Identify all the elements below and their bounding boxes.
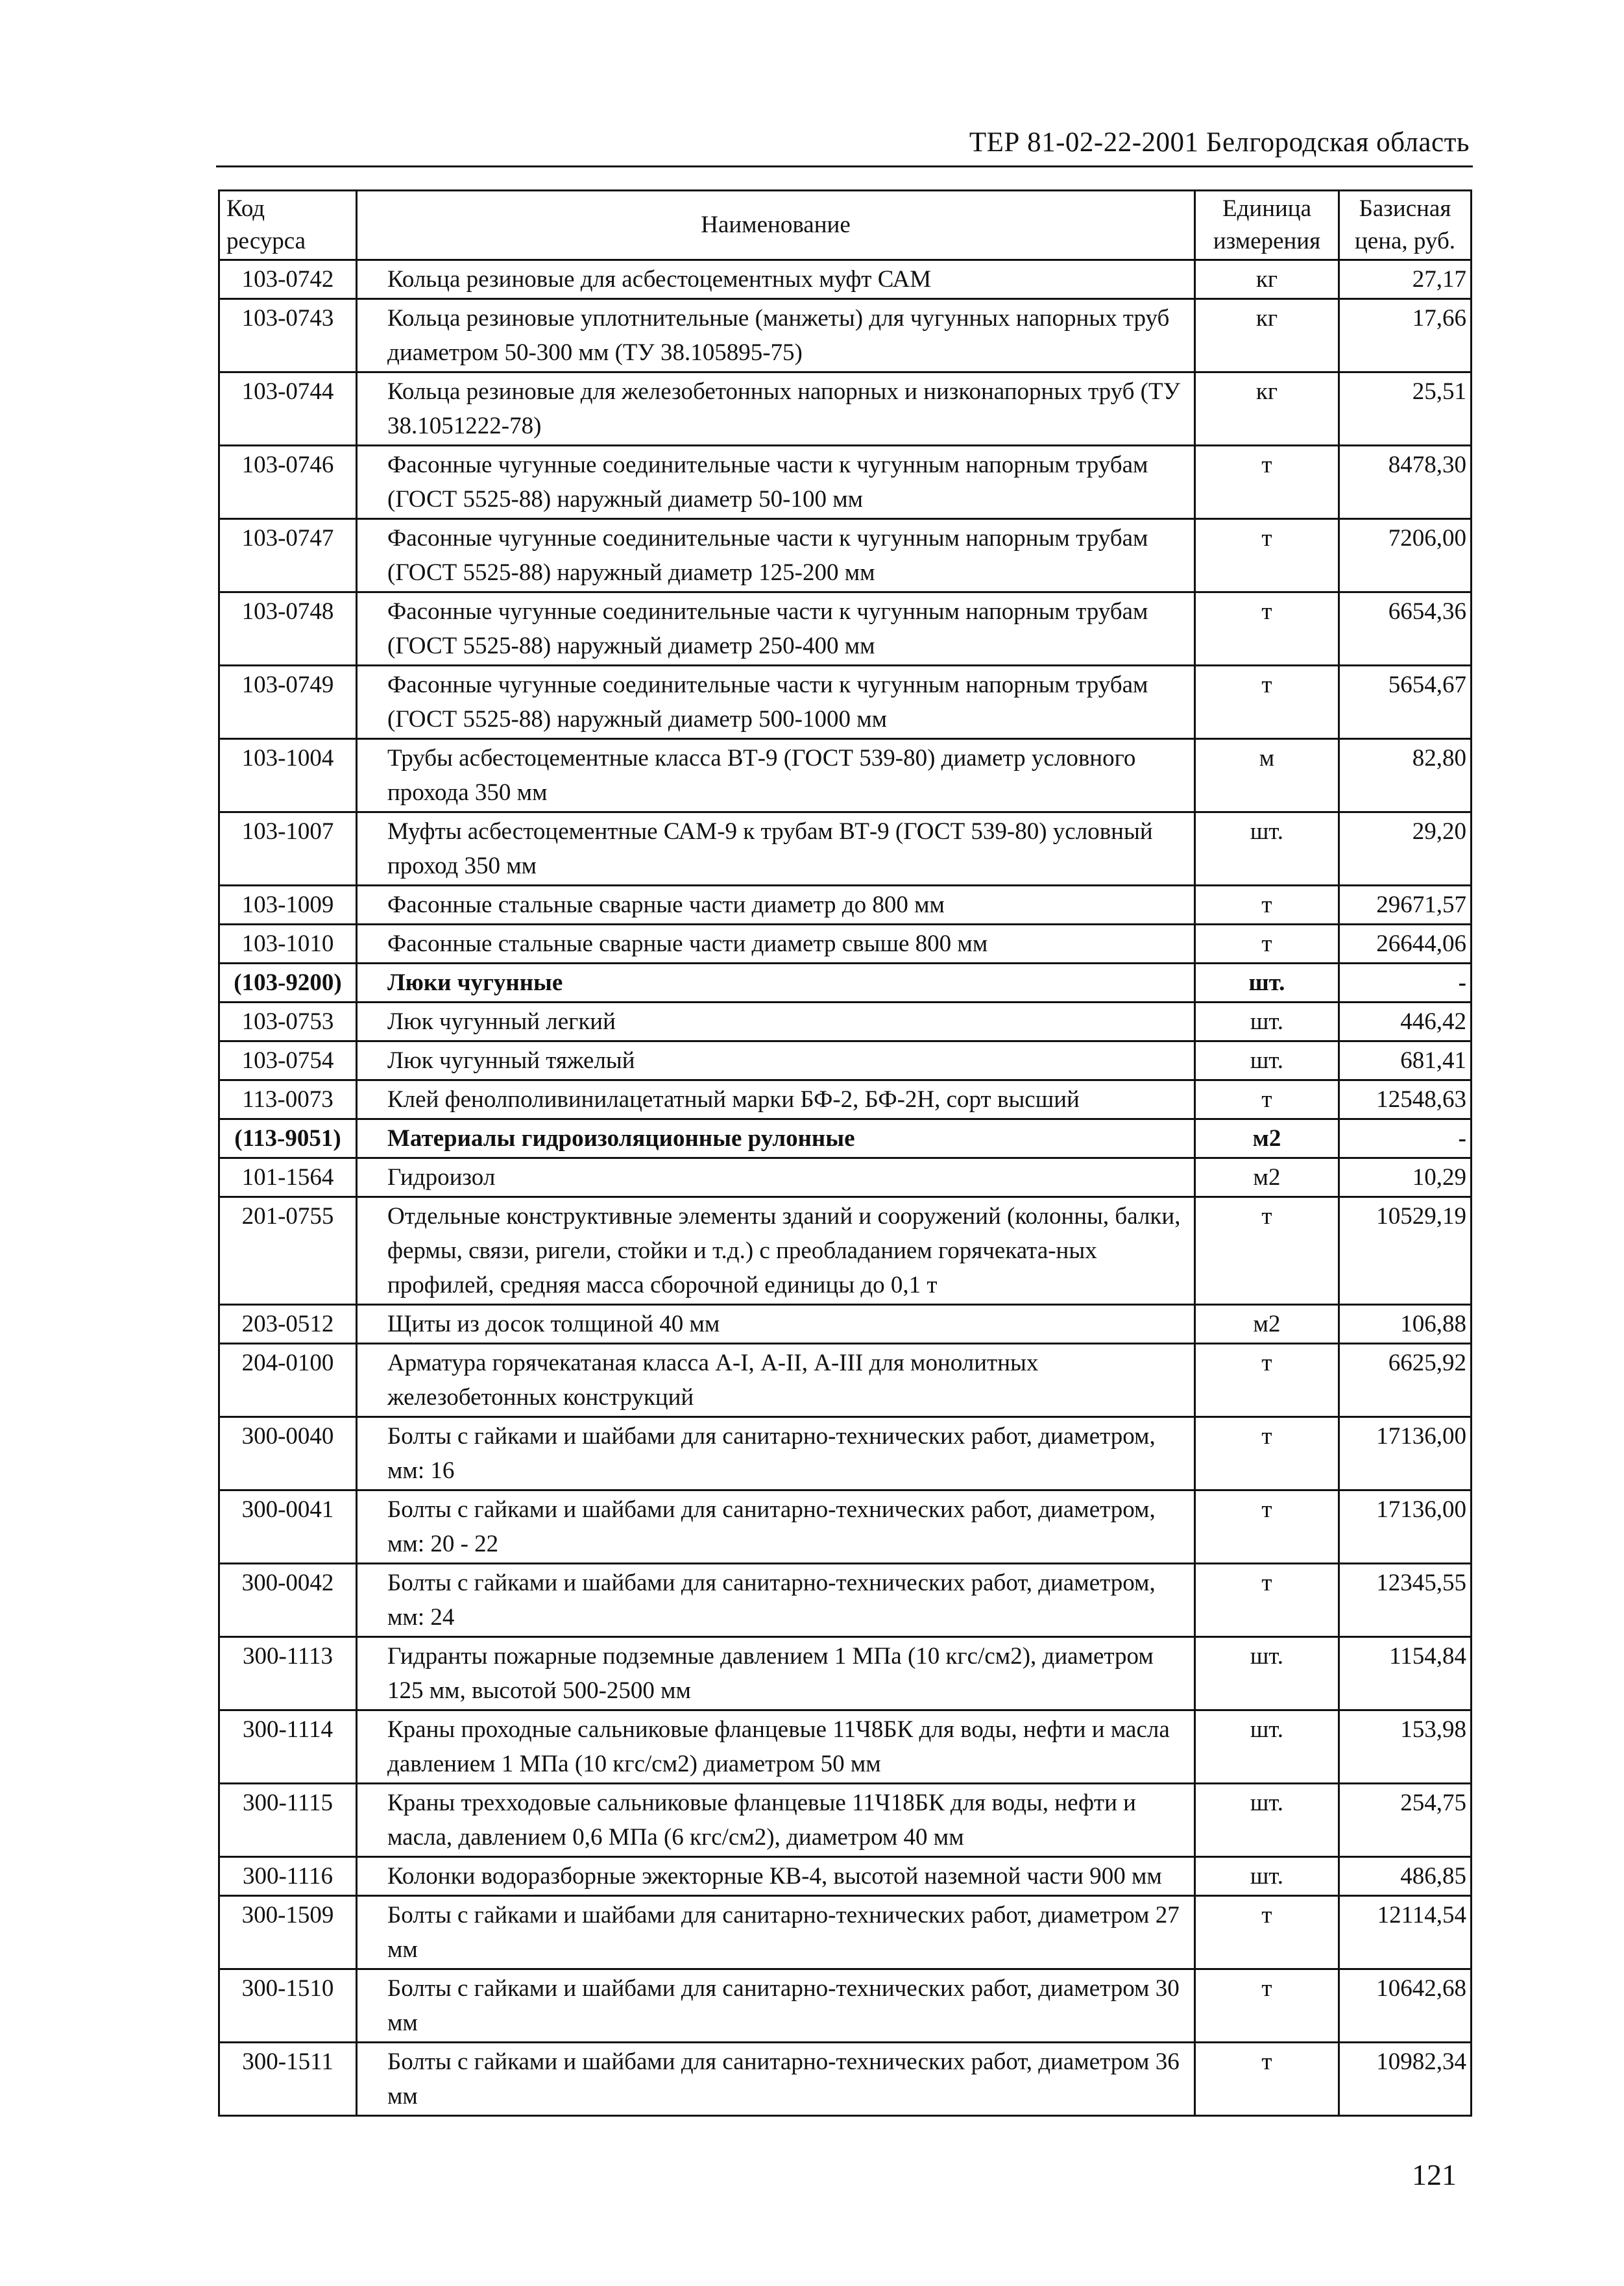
table-row [219,372,1472,446]
cell-unit: т [1195,1564,1339,1637]
cell-unit: т [1195,1080,1339,1119]
cell-unit: т [1195,666,1339,739]
cell-unit: шт. [1195,1710,1339,1784]
cell-price: 12114,54 [1339,1896,1472,1969]
cell-price: 7206,00 [1339,519,1472,592]
cell-code: (113-9051) [219,1119,357,1158]
header-unit [1195,191,1339,260]
cell-code: 103-0744 [219,372,357,446]
cell-code: 103-1009 [219,886,357,925]
cell-price: 17136,00 [1339,1490,1472,1564]
cell-code: 103-0749 [219,666,357,739]
cell-code: 201-0755 [219,1197,357,1305]
cell-name: Фасонные чугунные соединительные части к чугунным напорным трубам (ГОСТ 5525-88) наружный диаметр 125-200 мм [357,519,1195,592]
cell-unit: кг [1195,372,1339,446]
cell-code: 103-0747 [219,519,357,592]
cell-price: 26644,06 [1339,925,1472,964]
cell-unit: т [1195,925,1339,964]
cell-price: - [1339,1119,1472,1158]
cell-price: 29,20 [1339,812,1472,886]
table-row [219,1417,1472,1490]
cell-price: - [1339,964,1472,1003]
cell-unit: шт. [1195,964,1339,1003]
table-row [219,592,1472,666]
table-row [219,299,1472,372]
cell-code: 204-0100 [219,1344,357,1417]
header-unit-line2: измерения [1213,228,1321,254]
cell-code: 203-0512 [219,1305,357,1344]
header-code: Код ресурса [219,191,357,260]
cell-unit: шт. [1195,1784,1339,1857]
cell-name: Люк чугунный тяжелый [357,1041,1195,1080]
cell-code: 300-0041 [219,1490,357,1564]
cell-name: Кольца резиновые для железобетонных напорных и низконапорных труб (ТУ 38.1051222-78) [357,372,1195,446]
table-row [219,1710,1472,1784]
header-price-line2: цена, руб. [1354,228,1456,254]
table-row [219,1344,1472,1417]
cell-unit: т [1195,1197,1339,1305]
cell-code: 300-1509 [219,1896,357,1969]
table-row [219,446,1472,519]
cell-code: 103-1010 [219,925,357,964]
cell-unit: м2 [1195,1158,1339,1197]
cell-price: 17136,00 [1339,1417,1472,1490]
cell-name: Люки чугунные [357,964,1195,1003]
table-body [219,260,1472,2116]
cell-unit: т [1195,1896,1339,1969]
page-number: 121 [1412,2158,1457,2191]
cell-name: Болты с гайками и шайбами для санитарно-технических работ, диаметром, мм: 16 [357,1417,1195,1490]
cell-code: 300-1511 [219,2043,357,2116]
cell-code: 103-0742 [219,260,357,299]
cell-name: Фасонные стальные сварные части диаметр до 800 мм [357,886,1195,925]
cell-name: Краны трехходовые сальниковые фланцевые 11Ч18БК для воды, нефти и масла, давлением 0,6 МПа (6 кгс/см2), диаметром 40 мм [357,1784,1195,1857]
cell-code: 103-0753 [219,1003,357,1041]
cell-price: 10982,34 [1339,2043,1472,2116]
cell-code: 103-0746 [219,446,357,519]
cell-code: 300-0042 [219,1564,357,1637]
cell-unit: шт. [1195,1003,1339,1041]
cell-name: Колонки водоразборные эжекторные КВ-4, высотой наземной части 900 мм [357,1857,1195,1896]
header-price-line1: Базисная [1359,195,1451,222]
table-row [219,519,1472,592]
cell-price: 82,80 [1339,739,1472,812]
cell-name: Фасонные стальные сварные части диаметр свыше 800 мм [357,925,1195,964]
table-row [219,1896,1472,1969]
table-row [219,739,1472,812]
cell-code: 300-0040 [219,1417,357,1490]
cell-price: 25,51 [1339,372,1472,446]
cell-unit: т [1195,446,1339,519]
cell-price: 153,98 [1339,1710,1472,1784]
cell-price: 681,41 [1339,1041,1472,1080]
cell-name: Гидранты пожарные подземные давлением 1 МПа (10 кгс/см2), диаметром 125 мм, высотой 500-2500 мм [357,1637,1195,1710]
cell-unit: т [1195,886,1339,925]
header-price [1339,191,1472,260]
table-row [219,1564,1472,1637]
resource-table-container [218,189,1470,2117]
cell-name: Щиты из досок толщиной 40 мм [357,1305,1195,1344]
cell-price: 10642,68 [1339,1969,1472,2043]
table-row [219,1784,1472,1857]
cell-unit: т [1195,2043,1339,2116]
table-row [219,812,1472,886]
cell-name: Кольца резиновые уплотнительные (манжеты) для чугунных напорных труб диаметром 50-300 мм (ТУ 38.105895-75) [357,299,1195,372]
cell-price: 254,75 [1339,1784,1472,1857]
cell-code: 300-1116 [219,1857,357,1896]
table-row [219,666,1472,739]
cell-price: 446,42 [1339,1003,1472,1041]
cell-unit: шт. [1195,1637,1339,1710]
cell-name: Фасонные чугунные соединительные части к чугунным напорным трубам (ГОСТ 5525-88) наружный диаметр 250-400 мм [357,592,1195,666]
cell-unit: т [1195,1417,1339,1490]
cell-code: 103-0743 [219,299,357,372]
cell-unit: м [1195,739,1339,812]
table-row [219,1080,1472,1119]
cell-unit: т [1195,1344,1339,1417]
cell-name: Кольца резиновые для асбестоцементных муфт САМ [357,260,1195,299]
cell-price: 8478,30 [1339,446,1472,519]
table-row [219,1158,1472,1197]
cell-name: Муфты асбестоцементные САМ-9 к трубам ВТ-9 (ГОСТ 539-80) условный проход 350 мм [357,812,1195,886]
cell-unit: т [1195,592,1339,666]
cell-name: Фасонные чугунные соединительные части к чугунным напорным трубам (ГОСТ 5525-88) наружный диаметр 50-100 мм [357,446,1195,519]
cell-code: 300-1115 [219,1784,357,1857]
table-row [219,1490,1472,1564]
cell-unit: м2 [1195,1305,1339,1344]
cell-code: 103-0754 [219,1041,357,1080]
cell-code: (103-9200) [219,964,357,1003]
table-row [219,1857,1472,1896]
table-group-row [219,964,1472,1003]
cell-unit: т [1195,519,1339,592]
cell-price: 12548,63 [1339,1080,1472,1119]
table-row [219,1969,1472,2043]
cell-name: Болты с гайками и шайбами для санитарно-технических работ, диаметром, мм: 20 - 22 [357,1490,1195,1564]
cell-unit: кг [1195,299,1339,372]
cell-price: 106,88 [1339,1305,1472,1344]
cell-name: Фасонные чугунные соединительные части к чугунным напорным трубам (ГОСТ 5525-88) наружный диаметр 500-1000 мм [357,666,1195,739]
cell-name: Болты с гайками и шайбами для санитарно-технических работ, диаметром 27 мм [357,1896,1195,1969]
cell-name: Клей фенолполивинилацетатный марки БФ-2, БФ-2Н, сорт высший [357,1080,1195,1119]
table-row [219,925,1472,964]
cell-price: 486,85 [1339,1857,1472,1896]
table-row [219,2043,1472,2116]
table-row [219,260,1472,299]
cell-price: 10,29 [1339,1158,1472,1197]
cell-unit: м2 [1195,1119,1339,1158]
cell-price: 1154,84 [1339,1637,1472,1710]
cell-code: 103-0748 [219,592,357,666]
cell-code: 300-1113 [219,1637,357,1710]
cell-unit: т [1195,1490,1339,1564]
cell-unit: т [1195,1969,1339,2043]
cell-name: Отдельные конструктивные элементы зданий и сооружений (колонны, балки, фермы, связи, ригели, стойки и т.д.) с преобладанием горячеката-ных профилей, средняя масса сборочной единицы до 0,1 т [357,1197,1195,1305]
table-row [219,1637,1472,1710]
cell-unit: шт. [1195,812,1339,886]
cell-code: 300-1510 [219,1969,357,2043]
cell-name: Болты с гайками и шайбами для санитарно-технических работ, диаметром, мм: 24 [357,1564,1195,1637]
cell-price: 10529,19 [1339,1197,1472,1305]
cell-price: 6625,92 [1339,1344,1472,1417]
table-row [219,1197,1472,1305]
resource-price-table [218,189,1472,2117]
cell-code: 101-1564 [219,1158,357,1197]
page-header-title: ТЕР 81-02-22-2001 Белгородская область [969,127,1470,158]
table-row [219,1305,1472,1344]
header-divider [216,165,1473,167]
cell-price: 5654,67 [1339,666,1472,739]
cell-name: Краны проходные сальниковые фланцевые 11Ч8БК для воды, нефти и масла давлением 1 МПа (10 кгс/см2) диаметром 50 мм [357,1710,1195,1784]
table-group-row [219,1119,1472,1158]
cell-unit: шт. [1195,1857,1339,1896]
cell-name: Болты с гайками и шайбами для санитарно-технических работ, диаметром 36 мм [357,2043,1195,2116]
cell-unit: шт. [1195,1041,1339,1080]
cell-name: Трубы асбестоцементные класса ВТ-9 (ГОСТ 539-80) диаметр условного прохода 350 мм [357,739,1195,812]
cell-name: Болты с гайками и шайбами для санитарно-технических работ, диаметром 30 мм [357,1969,1195,2043]
cell-code: 113-0073 [219,1080,357,1119]
cell-name: Материалы гидроизоляционные рулонные [357,1119,1195,1158]
cell-price: 6654,36 [1339,592,1472,666]
cell-name: Люк чугунный легкий [357,1003,1195,1041]
cell-name: Гидроизол [357,1158,1195,1197]
table-row [219,1041,1472,1080]
cell-price: 27,17 [1339,260,1472,299]
header-name: Наименование [357,191,1195,260]
table-header-row [219,191,1472,260]
cell-code: 300-1114 [219,1710,357,1784]
cell-price: 12345,55 [1339,1564,1472,1637]
cell-price: 17,66 [1339,299,1472,372]
cell-price: 29671,57 [1339,886,1472,925]
table-row [219,886,1472,925]
cell-name: Арматура горячекатаная класса А-I, А-II, А-III для монолитных железобетонных конструкций [357,1344,1195,1417]
cell-unit: кг [1195,260,1339,299]
cell-code: 103-1004 [219,739,357,812]
table-row [219,1003,1472,1041]
cell-code: 103-1007 [219,812,357,886]
header-unit-line1: Единица [1222,195,1312,222]
